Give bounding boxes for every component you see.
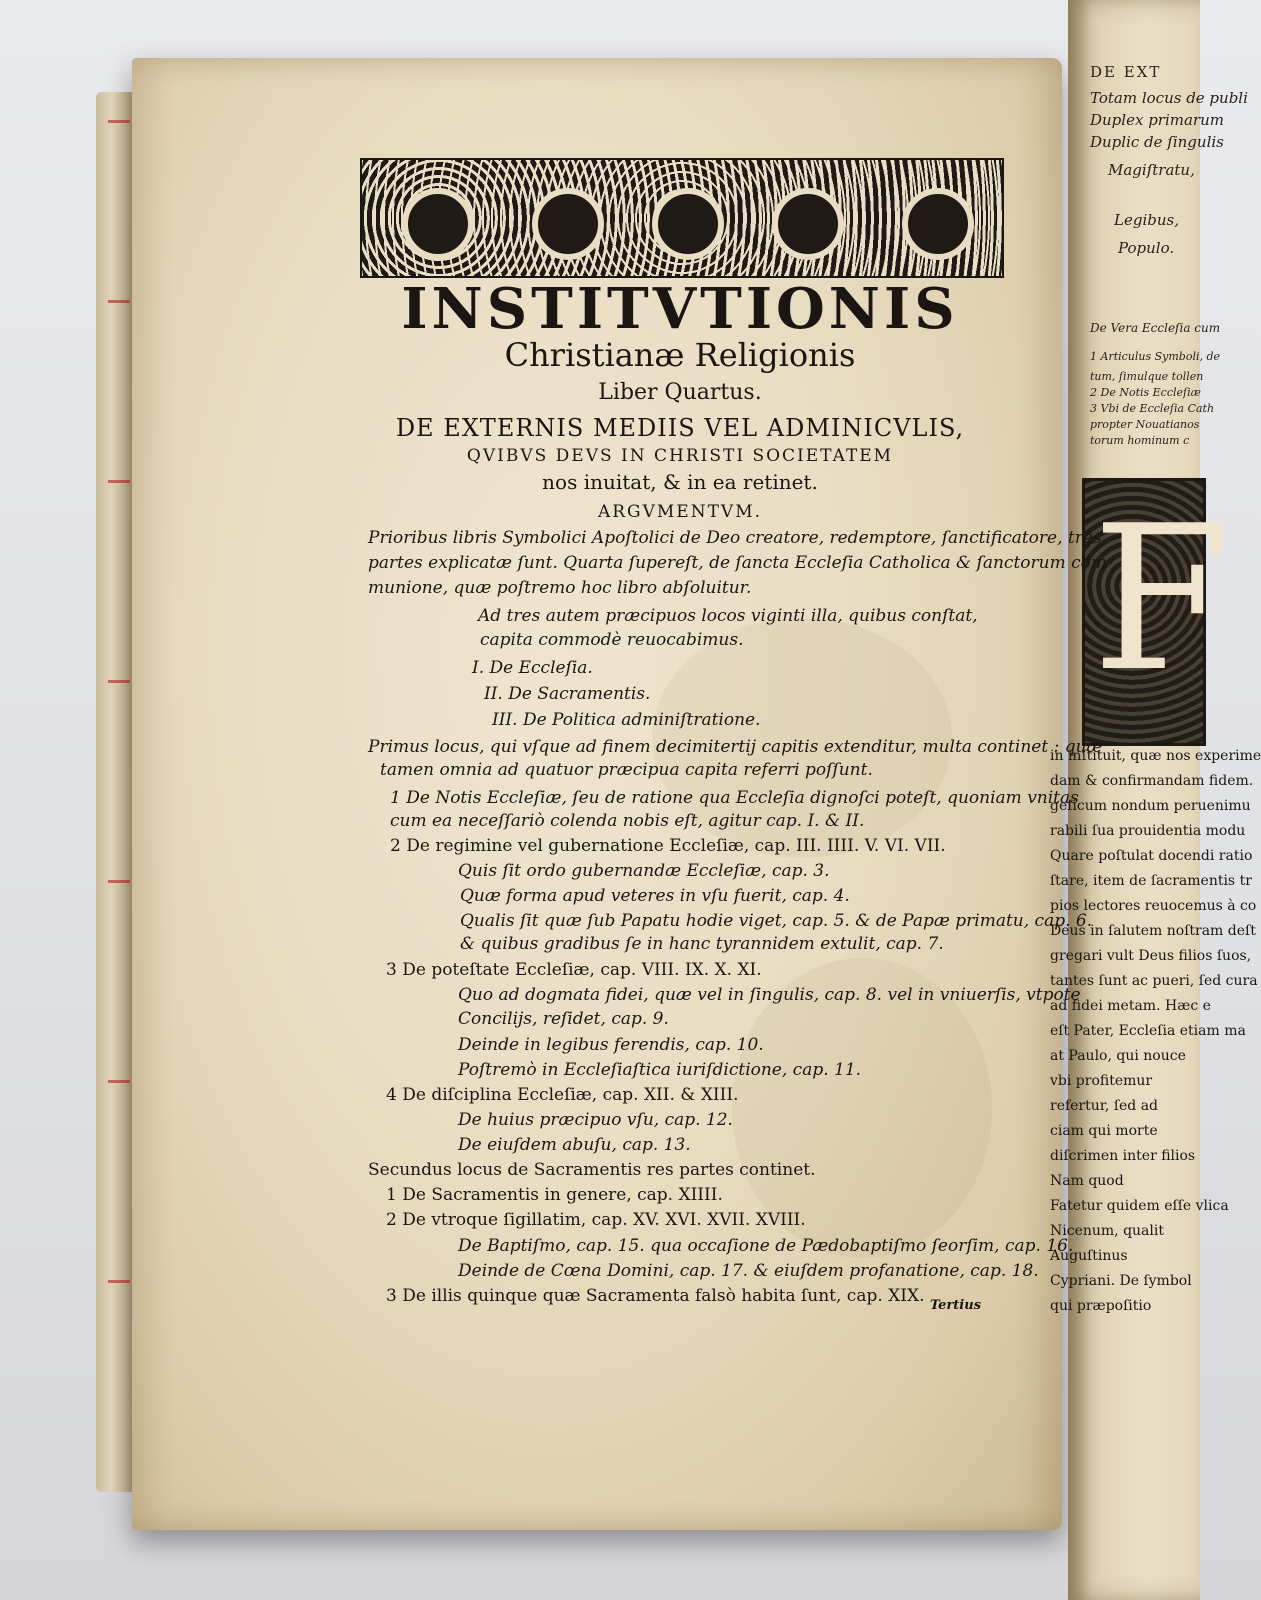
spine-red-mark [108,120,130,123]
right-page-line: Magiſtratu, [1108,161,1195,179]
ornament-medallion [402,188,474,260]
right-page-line: Duplex primarum [1090,111,1224,129]
right-page-body-line: Cypriani. De ſymbol [1050,1273,1192,1289]
argument-line: Quæ forma apud veteres in vſu fuerit, cap. 4. [460,886,850,906]
right-page-body-line: in inſtituit, quæ nos experime [1050,748,1261,764]
argument-line: Quis ſit ordo gubernandæ Eccleſiæ, cap. 3. [458,861,830,881]
book-number: Liber Quartus. [598,380,762,405]
argument-line: 1 De Notis Eccleſiæ, ſeu de ratione qua Eccleſia dignoſci poteſt, quoniam vnitas [390,788,1079,808]
right-page-body-line: refertur, ſed ad [1050,1098,1159,1114]
argument-line: cum ea neceſſariò colenda nobis eſt, agitur cap. I. & II. [390,811,865,831]
argument-line: De Baptiſmo, cap. 15. qua occaſione de Pædobaptiſmo ſeorſim, cap. 16. [458,1236,1074,1256]
argument-line: 2 De vtroque ſigillatim, cap. XV. XVI. XVII. XVIII. [386,1210,806,1230]
right-page-body-line: Quare poſtulat docendi ratio [1050,848,1253,864]
right-page-note: 2 De Notis Eccleſiæ [1090,386,1201,399]
right-page-note: propter Nouatianos [1090,418,1200,431]
chapter-heading-line1: DE EXTERNIS MEDIIS VEL ADMINICVLIS, [395,414,965,442]
right-page-line: Totam locus de publi [1090,89,1248,107]
right-page-line: Legibus, [1114,211,1179,229]
argument-line: partes explicatæ ſunt. Quarta ſupereſt, de ſancta Eccleſia Catholica & ſanctorum com- [368,553,1113,573]
argument-line: & quibus gradibus ſe in hanc tyrannidem extulit, cap. 7. [460,934,944,954]
spine-red-mark [108,480,130,483]
ornament-medallion [772,188,844,260]
ornament-medallion [532,188,604,260]
right-page-line: Duplic de ſingulis [1090,133,1224,151]
right-page-header: DE EXT [1090,63,1162,81]
ornament-medallion [902,188,974,260]
argument-line: I. De Eccleſia. [472,658,593,678]
right-page-body-line: ſtare, item de ſacramentis tr [1050,873,1252,889]
ornament-mask [652,188,724,260]
right-page-body-line: Deus in ſalutem noſtram deſt [1050,923,1256,939]
spine-red-mark [108,880,130,883]
argument-line: tamen omnia ad quatuor præcipua capita referri poſſunt. [380,760,873,780]
argumentum-title: ARGVMENTVM. [597,502,763,522]
right-page-body-line: at Paulo, qui nouce [1050,1048,1186,1064]
right-page-body-line: dam & confirmandam fidem. [1050,773,1254,789]
right-page-body-line: qui præpoſitio [1050,1298,1152,1314]
right-page-body-line: geſicum nondum peruenimu [1050,798,1251,814]
argument-line: 4 De diſciplina Eccleſiæ, cap. XII. & XIII. [386,1085,739,1105]
right-page-section: De Vera Eccleſia cum [1090,321,1221,335]
spine-red-mark [108,300,130,303]
right-page-body-line: gregari vult Deus filios ſuos, [1050,948,1252,964]
right-page-note: 3 Vbi de Eccleſia Cath [1090,402,1215,415]
argument-line: Deinde in legibus ferendis, cap. 10. [458,1035,764,1055]
right-page-body-line: diſcrimen inter filios [1050,1148,1196,1164]
argument-line: capita commodè reuocabimus. [480,630,744,650]
right-page-body-line: eſt Pater, Eccleſia etiam ma [1050,1023,1246,1039]
spine-red-mark [108,680,130,683]
argument-line: 2 De regimine vel gubernatione Eccleſiæ, cap. III. IIII. V. VI. VII. [390,836,946,856]
ornamental-banner [360,158,1004,278]
argument-line: munione, quæ poſtremo hoc libro abſoluitur. [368,578,752,598]
right-page-note: torum hominum c [1090,434,1190,447]
argument-line: II. De Sacramentis. [484,684,651,704]
chapter-heading-line2: QVIBVS DEVS IN CHRISTI SOCIETATEM [466,446,894,466]
chapter-heading-line3: nos inuitat, & in ea retinet. [542,470,818,494]
argument-line: Secundus locus de Sacramentis res partes continet. [368,1160,816,1180]
argument-line: 3 De poteſtate Eccleſiæ, cap. VIII. IX. X. XI. [386,960,762,980]
right-page-note: tum, ſimulque tollen [1090,370,1204,383]
right-page-body-line: Nicenum, qualit [1050,1223,1164,1239]
argument-line: Quo ad dogmata fidei, quæ vel in ſingulis, cap. 8. vel in vniuerſis, vtpote [458,985,1081,1005]
argument-line: III. De Politica adminiſtratione. [492,710,761,730]
right-page-body-line: rabili ſua prouidentia modu [1050,823,1246,839]
argument-line: De eiuſdem abuſu, cap. 13. [458,1135,691,1155]
right-page-body-line: Fatetur quidem eſſe vlica [1050,1198,1229,1214]
argument-line: Deinde de Cœna Domini, cap. 17. & eiuſdem profanatione, cap. 18. [458,1261,1039,1281]
argument-line: De huius præcipuo vſu, cap. 12. [458,1110,733,1130]
book-title: INSTITVTIONIS [401,276,959,342]
decorated-initial-letter: F [1092,483,1231,716]
right-page-line: Populo. [1118,239,1175,257]
argument-line: Ad tres autem præcipuos locos viginti illa, quibus conſtat, [478,606,978,626]
argument-line: 3 De illis quinque quæ Sacramenta falsò habita ſunt, cap. XIX. [386,1286,925,1306]
right-page-body-line: Auguſtinus [1050,1248,1128,1264]
argument-line: 1 De Sacramentis in genere, cap. XIIII. [386,1185,723,1205]
argument-line: Qualis ſit quæ ſub Papatu hodie viget, cap. 5. & de Papæ primatu, cap. 6. [460,911,1093,931]
right-page-body-line: tantes ſunt ac pueri, ſed cura [1050,973,1258,989]
spine-red-mark [108,1280,130,1283]
book-subtitle: Christianæ Religionis [504,336,856,374]
right-page-body-line: vbi profitemur [1050,1073,1153,1089]
argument-line: Poſtremò in Eccleſiaſtica iuriſdictione, cap. 11. [458,1060,862,1080]
argument-line: Prioribus libris Symbolici Apoſtolici de Deo creatore, redemptore, ſanctificatore, tres [368,528,1102,548]
right-page-body-line: ad fidei metam. Hæc e [1050,998,1211,1014]
right-page-body-line: ciam qui morte [1050,1123,1158,1139]
right-page-body-line: Nam quod [1050,1173,1124,1189]
catchword: Tertius [930,1298,982,1313]
right-page-body-line: pios lectores reuocemus à co [1050,898,1257,914]
argument-line: Concilijs, reſidet, cap. 9. [458,1009,669,1029]
argument-line: Primus locus, qui vſque ad finem decimitertij capitis extenditur, multa continet : quæ [368,737,1103,757]
right-page-note: 1 Articulus Symboli, de [1090,350,1221,363]
spine-red-mark [108,1080,130,1083]
